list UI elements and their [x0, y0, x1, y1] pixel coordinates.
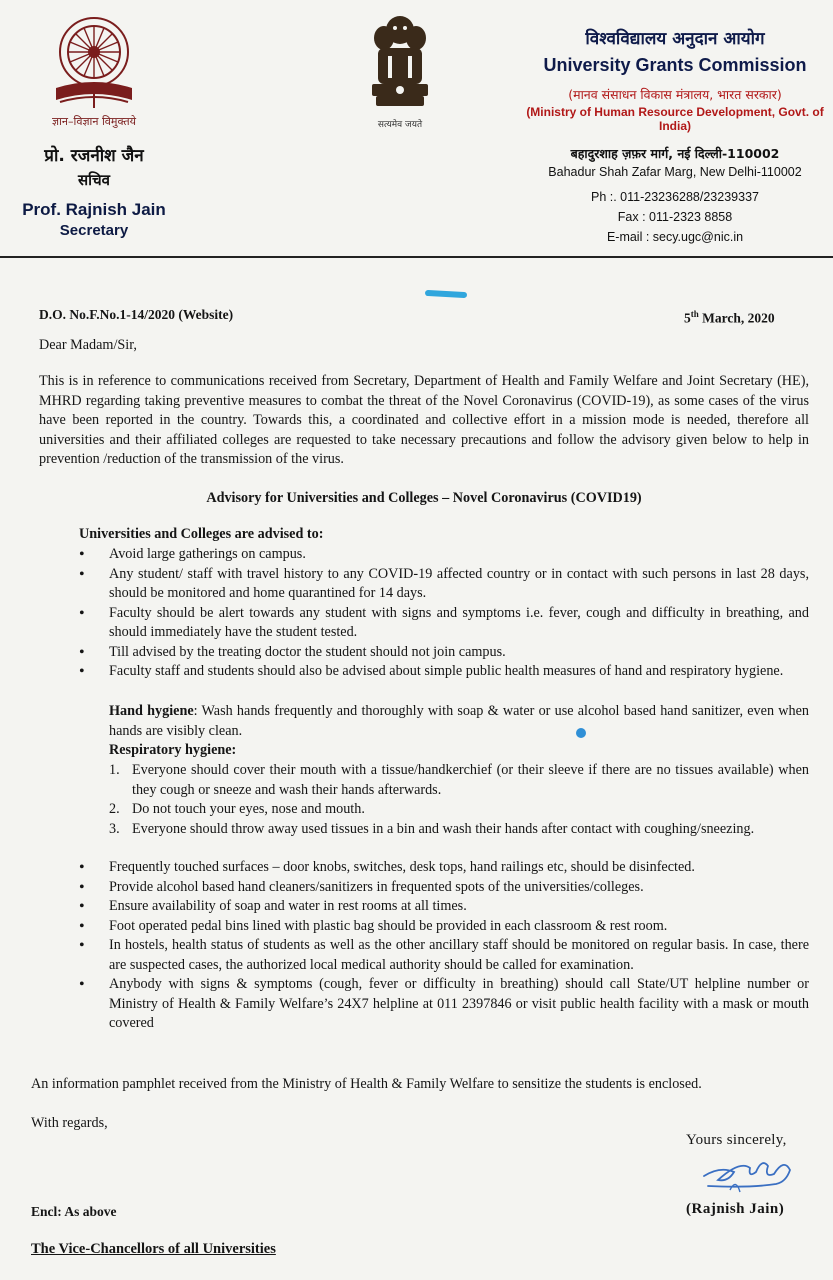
- signer-name: (Rajnish Jain): [686, 1201, 785, 1217]
- list-item: 3. Everyone should throw away used tissues in a bin and wash their hands after contact with coughing/sneezing.: [109, 820, 755, 837]
- national-emblem-icon: [362, 8, 438, 112]
- list-item: • Till advised by the treating doctor the student should not join campus.: [79, 643, 809, 663]
- secretary-name: Prof. Rajnish Jain: [22, 200, 166, 219]
- phone-number: Ph :. 011-23236288/23239337: [591, 190, 759, 204]
- ugc-motto: ज्ञान–विज्ञान विमुक्तये: [51, 115, 137, 128]
- secretary-title: Secretary: [59, 222, 129, 239]
- national-emblem-block: [355, 8, 445, 130]
- secretary-name-hindi: प्रो. रजनीश जैन: [44, 146, 144, 166]
- hand-hygiene: Hand hygiene: Wash hands frequently and thoroughly with soap & water or use alcohol based hand sanitizer, even when hands are visibly clean.: [109, 703, 809, 739]
- list-item: • Faculty should be alert towards any student with signs and symptoms i.e. fever, cough and difficulty in breathing, and should immediately have the student tested.: [79, 604, 809, 643]
- email-address: E-mail : secy.ugc@nic.in: [606, 230, 744, 244]
- secretary-block: [14, 10, 174, 239]
- list-item: • Faculty staff and students should also be advised about simple public health measures of hand and respiratory hygiene.: [79, 662, 809, 682]
- list-item: • Avoid large gatherings on campus.: [79, 545, 809, 565]
- fax-number: Fax : 011-2323 8858: [617, 210, 733, 224]
- advised-heading: Universities and Colleges are advised to:: [79, 526, 324, 542]
- advisory-title: Advisory for Universities and Colleges – Novel Coronavirus (COVID19): [206, 490, 642, 506]
- salutation: Dear Madam/Sir,: [39, 337, 137, 353]
- list-item: • Any student/ staff with travel history to any COVID-19 affected country or in contact with such persons in last 28 days, should be monitored and home quarantined for 14 days.: [79, 565, 809, 604]
- list-item: • In hostels, health status of students as well as the other ancillary staff should be monitored on regular basis. In case, there are suspected cases, the authorized local medical authority should be called for examination.: [79, 936, 809, 975]
- list-item: • Provide alcohol based hand cleaners/sanitizers in frequented spots of the universities/colleges.: [79, 878, 809, 898]
- list-item: • Anybody with signs & symptoms (cough, fever or difficulty in breathing) should call State/UT helpline number or Ministry of Health & Family Welfare’s 24X7 helpline at 011 2397846 or visit public health facility with a mask or mouth covered: [79, 975, 809, 1034]
- addressee: The Vice-Chancellors of all Universities: [31, 1241, 276, 1257]
- enclosure-note: Encl: As above: [31, 1204, 117, 1219]
- respiratory-hygiene-heading: Respiratory hygiene:: [109, 742, 237, 758]
- list-item: • Ensure availability of soap and water in rest rooms at all times.: [79, 897, 809, 917]
- contact-details: [525, 187, 825, 247]
- emblem-motto: सत्यमेव जयते: [377, 120, 423, 130]
- ugc-logo-icon: [46, 10, 142, 114]
- advisory-list: [79, 545, 809, 682]
- regards: With regards,: [31, 1115, 108, 1131]
- closing-paragraph: An information pamphlet received from the Ministry of Health & Family Welfare to sensitize the students is enclosed.: [31, 1076, 702, 1092]
- ministry-name: (Ministry of Human Resource Development, Govt. of India): [526, 105, 824, 133]
- list-item: 1. Everyone should cover their mouth with a tissue/handkerchief (or their sleeve if there are no tissues available) when they cough or sneeze and wash their hands afterwards.: [109, 762, 809, 798]
- list-item: 2. Do not touch your eyes, nose and mouth.: [109, 801, 365, 817]
- letter-date: 5th March, 2020: [684, 309, 775, 326]
- list-item: • Frequently touched surfaces – door knobs, switches, desk tops, hand railings etc, should be disinfected.: [79, 858, 809, 878]
- signature: [690, 1148, 800, 1198]
- address: Bahadur Shah Zafar Marg, New Delhi-110002: [548, 165, 802, 179]
- org-name-hindi: विश्वविद्यालय अनुदान आयोग: [585, 29, 765, 49]
- organization-block: [525, 26, 825, 247]
- org-name: University Grants Commission: [543, 55, 807, 75]
- advisory-list-continued: [79, 858, 809, 1034]
- address-hindi: बहादुरशाह ज़फ़र मार्ग, नई दिल्ली-110002: [570, 146, 780, 161]
- yours-sincerely: Yours sincerely,: [686, 1132, 787, 1148]
- intro-paragraph: This is in reference to communications received from Secretary, Department of Health and Family Welfare and Joint Secretary (HE), MHRD regarding taking preventive measures to combat the threat of the Novel Coronavirus (COVID-19), as some cases of the virus have been reported in the country. Towards this, a coordinated and collective effort in a mission mode is needed, therefore all universities and their affiliated colleges are requested to take necessary precautions and follow the advisory given below to help in prevention /reduction of the transmission of the virus.: [39, 373, 809, 467]
- ministry-hindi: (मानव संसाधन विकास मंत्रालय, भारत सरकार): [568, 87, 782, 102]
- letterhead-divider: [0, 256, 833, 258]
- reference-number: D.O. No.F.No.1-14/2020 (Website): [39, 307, 234, 322]
- secretary-title-hindi: सचिव: [78, 171, 110, 189]
- list-item: • Foot operated pedal bins lined with plastic bag should be provided in each classroom & rest room.: [79, 917, 809, 937]
- respiratory-list: [109, 761, 809, 839]
- pen-mark: [425, 290, 467, 298]
